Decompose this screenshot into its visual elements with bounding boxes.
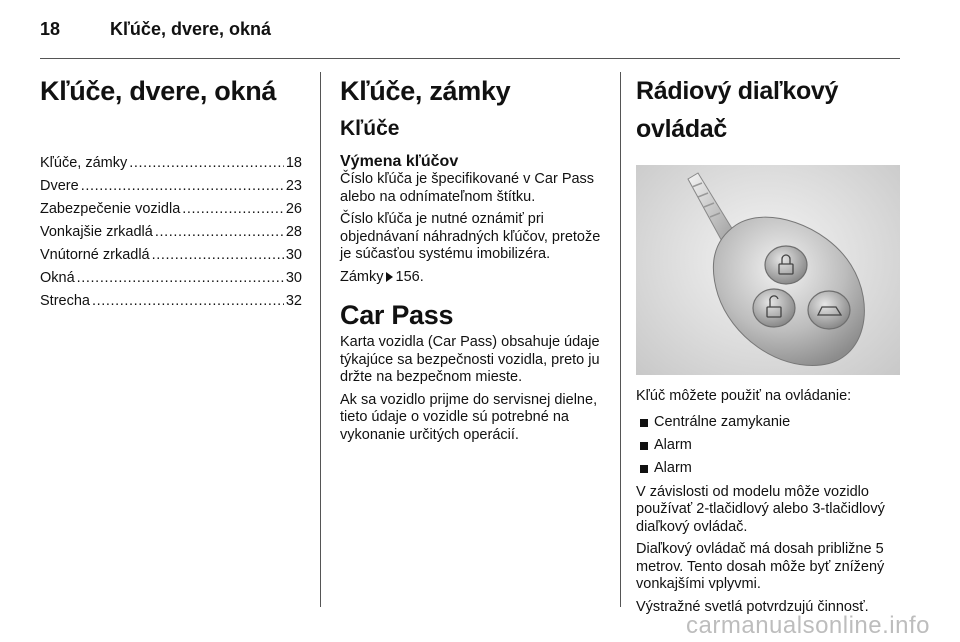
page-reference-arrow-icon [386,272,393,282]
remote-range-paragraph: Diaľkový ovládač má dosah približne 5 metrov. Tento dosah môže byť znížený vonkajšími vplyvmi. [636,541,885,592]
remote-key-photo [636,165,900,375]
toc-item[interactable] [40,218,302,241]
section-title: Kľúče, zámky [340,76,511,106]
remote-variant-paragraph: V závislosti od modelu môže vozidlo používať 2-tlačidlový alebo 3-tlačidlový diaľkový ovládač. [636,483,885,535]
section-subtitle: Kľúče [340,117,400,140]
toc-item[interactable] [40,287,302,310]
toc-item-label: Kľúče, zámky [40,154,128,171]
header-title: Kľúče, dvere, okná [110,19,271,39]
toc-item-page: 23 [285,177,302,194]
column-divider [620,72,621,607]
key-order-paragraph: Číslo kľúča je nutné oznámiť pri objednávaní náhradných kľúčov, pretože je súčasťou systému imobilizéra. [340,211,601,262]
page-header [40,19,271,40]
toc-leader [129,155,284,173]
remote-heading: Rádiový diaľkový ovládač [636,77,839,143]
toc-item-page: 30 [285,269,302,286]
toc-item[interactable] [40,241,302,264]
toc-leader [81,178,284,196]
watermark: carmanualsonline.info [686,612,930,639]
function-list [636,411,904,480]
column-divider [320,72,321,607]
toc-item[interactable] [40,264,302,287]
toc-leader [155,224,284,242]
key-replacement-heading: Výmena kľúčov [340,153,459,170]
keys-column [340,72,605,449]
toc-item-label: Zabezpečenie vozidla [40,200,181,217]
toc-leader [182,201,284,219]
car-pass-paragraph: Karta vozidla (Car Pass) obsahuje údaje týkajúce sa bezpečnosti vozidla, preto ju držte na bezpečnom mieste. [340,334,600,385]
toc-item-label: Okná [40,269,75,286]
list-item: Centrálne zamykanie [636,411,904,434]
reference-page: 156. [395,268,424,285]
toc-item-page: 32 [285,292,302,309]
toc-item-page: 26 [285,200,302,217]
list-item: Alarm [636,457,904,480]
toc-item-page: 18 [285,154,302,171]
toc-leader [152,247,284,265]
chapter-title: Kľúče, dvere, okná [40,76,277,106]
toc-item-label: Dvere [40,177,79,194]
remote-key-icon [636,165,900,375]
toc-item[interactable] [40,149,302,172]
remote-intro: Kľúč môžete použiť na ovládanie: [636,388,852,404]
reference-label: Zámky [340,268,384,285]
toc-item-label: Vonkajšie zrkadlá [40,223,153,240]
toc-item-label: Strecha [40,292,90,309]
toc-item[interactable] [40,195,302,218]
key-number-paragraph: Číslo kľúča je špecifikované v Car Pass alebo na odnímateľnom štítku. [340,171,595,205]
toc-leader [92,293,284,311]
toc-item[interactable] [40,172,302,195]
remote-column [636,72,904,621]
toc-item-label: Vnútorné zrkadlá [40,246,150,263]
service-paragraph: Ak sa vozidlo prijme do servisnej dielne, tieto údaje o vozidle sú potrebné na vykonanie určitých operácií. [340,391,598,443]
hazard-lights-paragraph: Výstražné svetlá potvrdzujú činnosť. [636,598,869,615]
header-rule [40,58,900,59]
locks-reference[interactable] [340,269,605,287]
list-item: Alarm [636,434,904,457]
car-pass-heading: Car Pass [340,300,454,330]
toc-list [40,149,302,310]
page-number: 18 [40,19,61,39]
toc-item-page: 30 [285,246,302,263]
toc-leader [77,270,284,288]
toc-item-page: 28 [285,223,302,240]
toc-column [40,72,302,310]
